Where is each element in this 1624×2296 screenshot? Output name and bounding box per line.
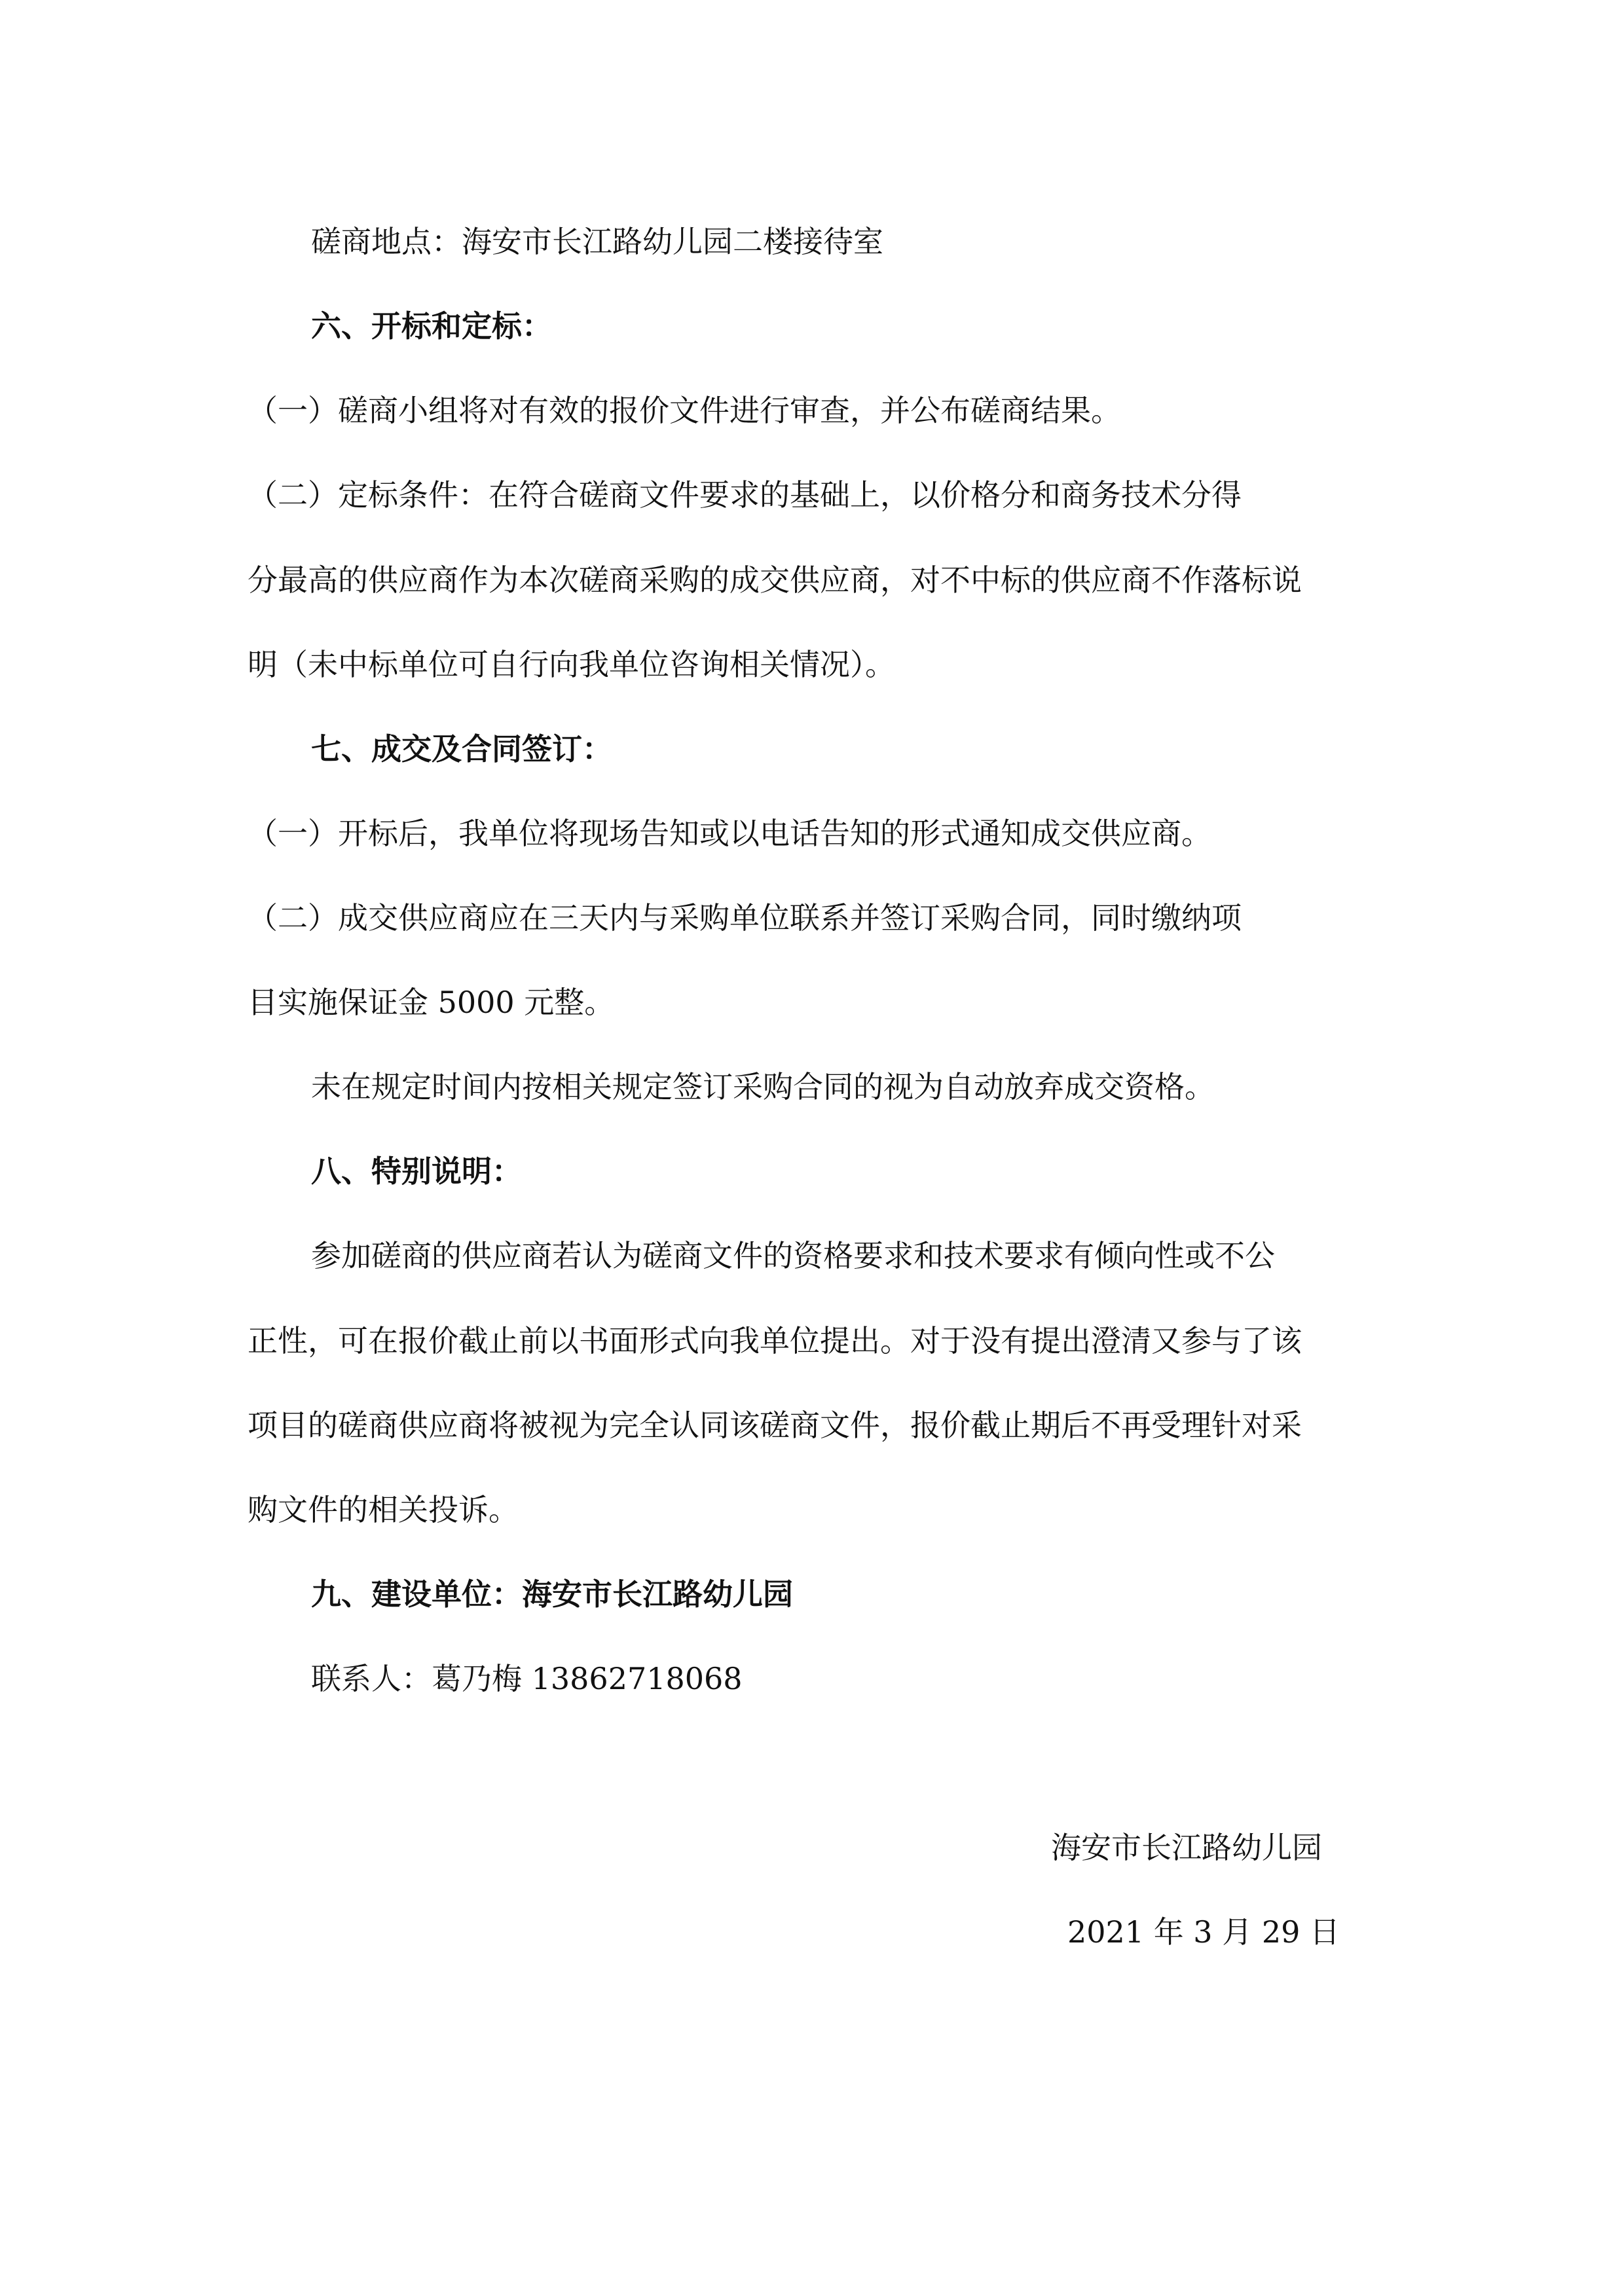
contact-person-line: 联系人：葛乃梅 13862718068 [311, 1661, 743, 1696]
signature-date: 2021 年 3 月 29 日 [1067, 1914, 1340, 1950]
section-six-heading: 六、开标和定标： [311, 308, 552, 344]
section-six-item-2-line-2: 分最高的供应商作为本次磋商采购的成交供应商，对不中标的供应商不作落标说 [248, 562, 1302, 598]
section-nine-heading: 九、建设单位：海安市长江路幼儿园 [311, 1576, 793, 1612]
section-eight-paragraph-line-3: 项目的磋商供应商将被视为完全认同该磋商文件，报价截止期后不再受理针对采 [248, 1408, 1302, 1443]
signature-organization: 海安市长江路幼儿园 [1051, 1830, 1322, 1865]
section-seven-item-2-line-2: 目实施保证金 5000 元整。 [248, 985, 615, 1020]
section-eight-paragraph-line-1: 参加磋商的供应商若认为磋商文件的资格要求和技术要求有倾向性或不公 [311, 1238, 1275, 1273]
section-eight-paragraph-line-2: 正性，可在报价截止前以书面形式向我单位提出。对于没有提出澄清又参与了该 [248, 1323, 1302, 1358]
section-six-item-1: （一）磋商小组将对有效的报价文件进行审查，并公布磋商结果。 [248, 393, 1121, 428]
section-eight-heading: 八、特别说明： [311, 1154, 522, 1189]
section-six-item-2-line-3: 明（未中标单位可自行向我单位咨询相关情况）。 [248, 647, 895, 682]
section-eight-paragraph-line-4: 购文件的相关投诉。 [248, 1492, 519, 1527]
section-seven-heading: 七、成交及合同签订： [311, 731, 612, 767]
consultation-location: 磋商地点：海安市长江路幼儿园二楼接待室 [311, 224, 883, 259]
section-seven-item-1: （一）开标后，我单位将现场告知或以电话告知的形式通知成交供应商。 [248, 816, 1211, 851]
section-seven-item-2-line-1: （二）成交供应商应在三天内与采购单位联系并签订采购合同，同时缴纳项 [248, 900, 1242, 936]
section-six-item-2-line-1: （二）定标条件：在符合磋商文件要求的基础上，以价格分和商务技术分得 [248, 477, 1242, 513]
section-seven-note: 未在规定时间内按相关规定签订采购合同的视为自动放弃成交资格。 [311, 1069, 1215, 1104]
